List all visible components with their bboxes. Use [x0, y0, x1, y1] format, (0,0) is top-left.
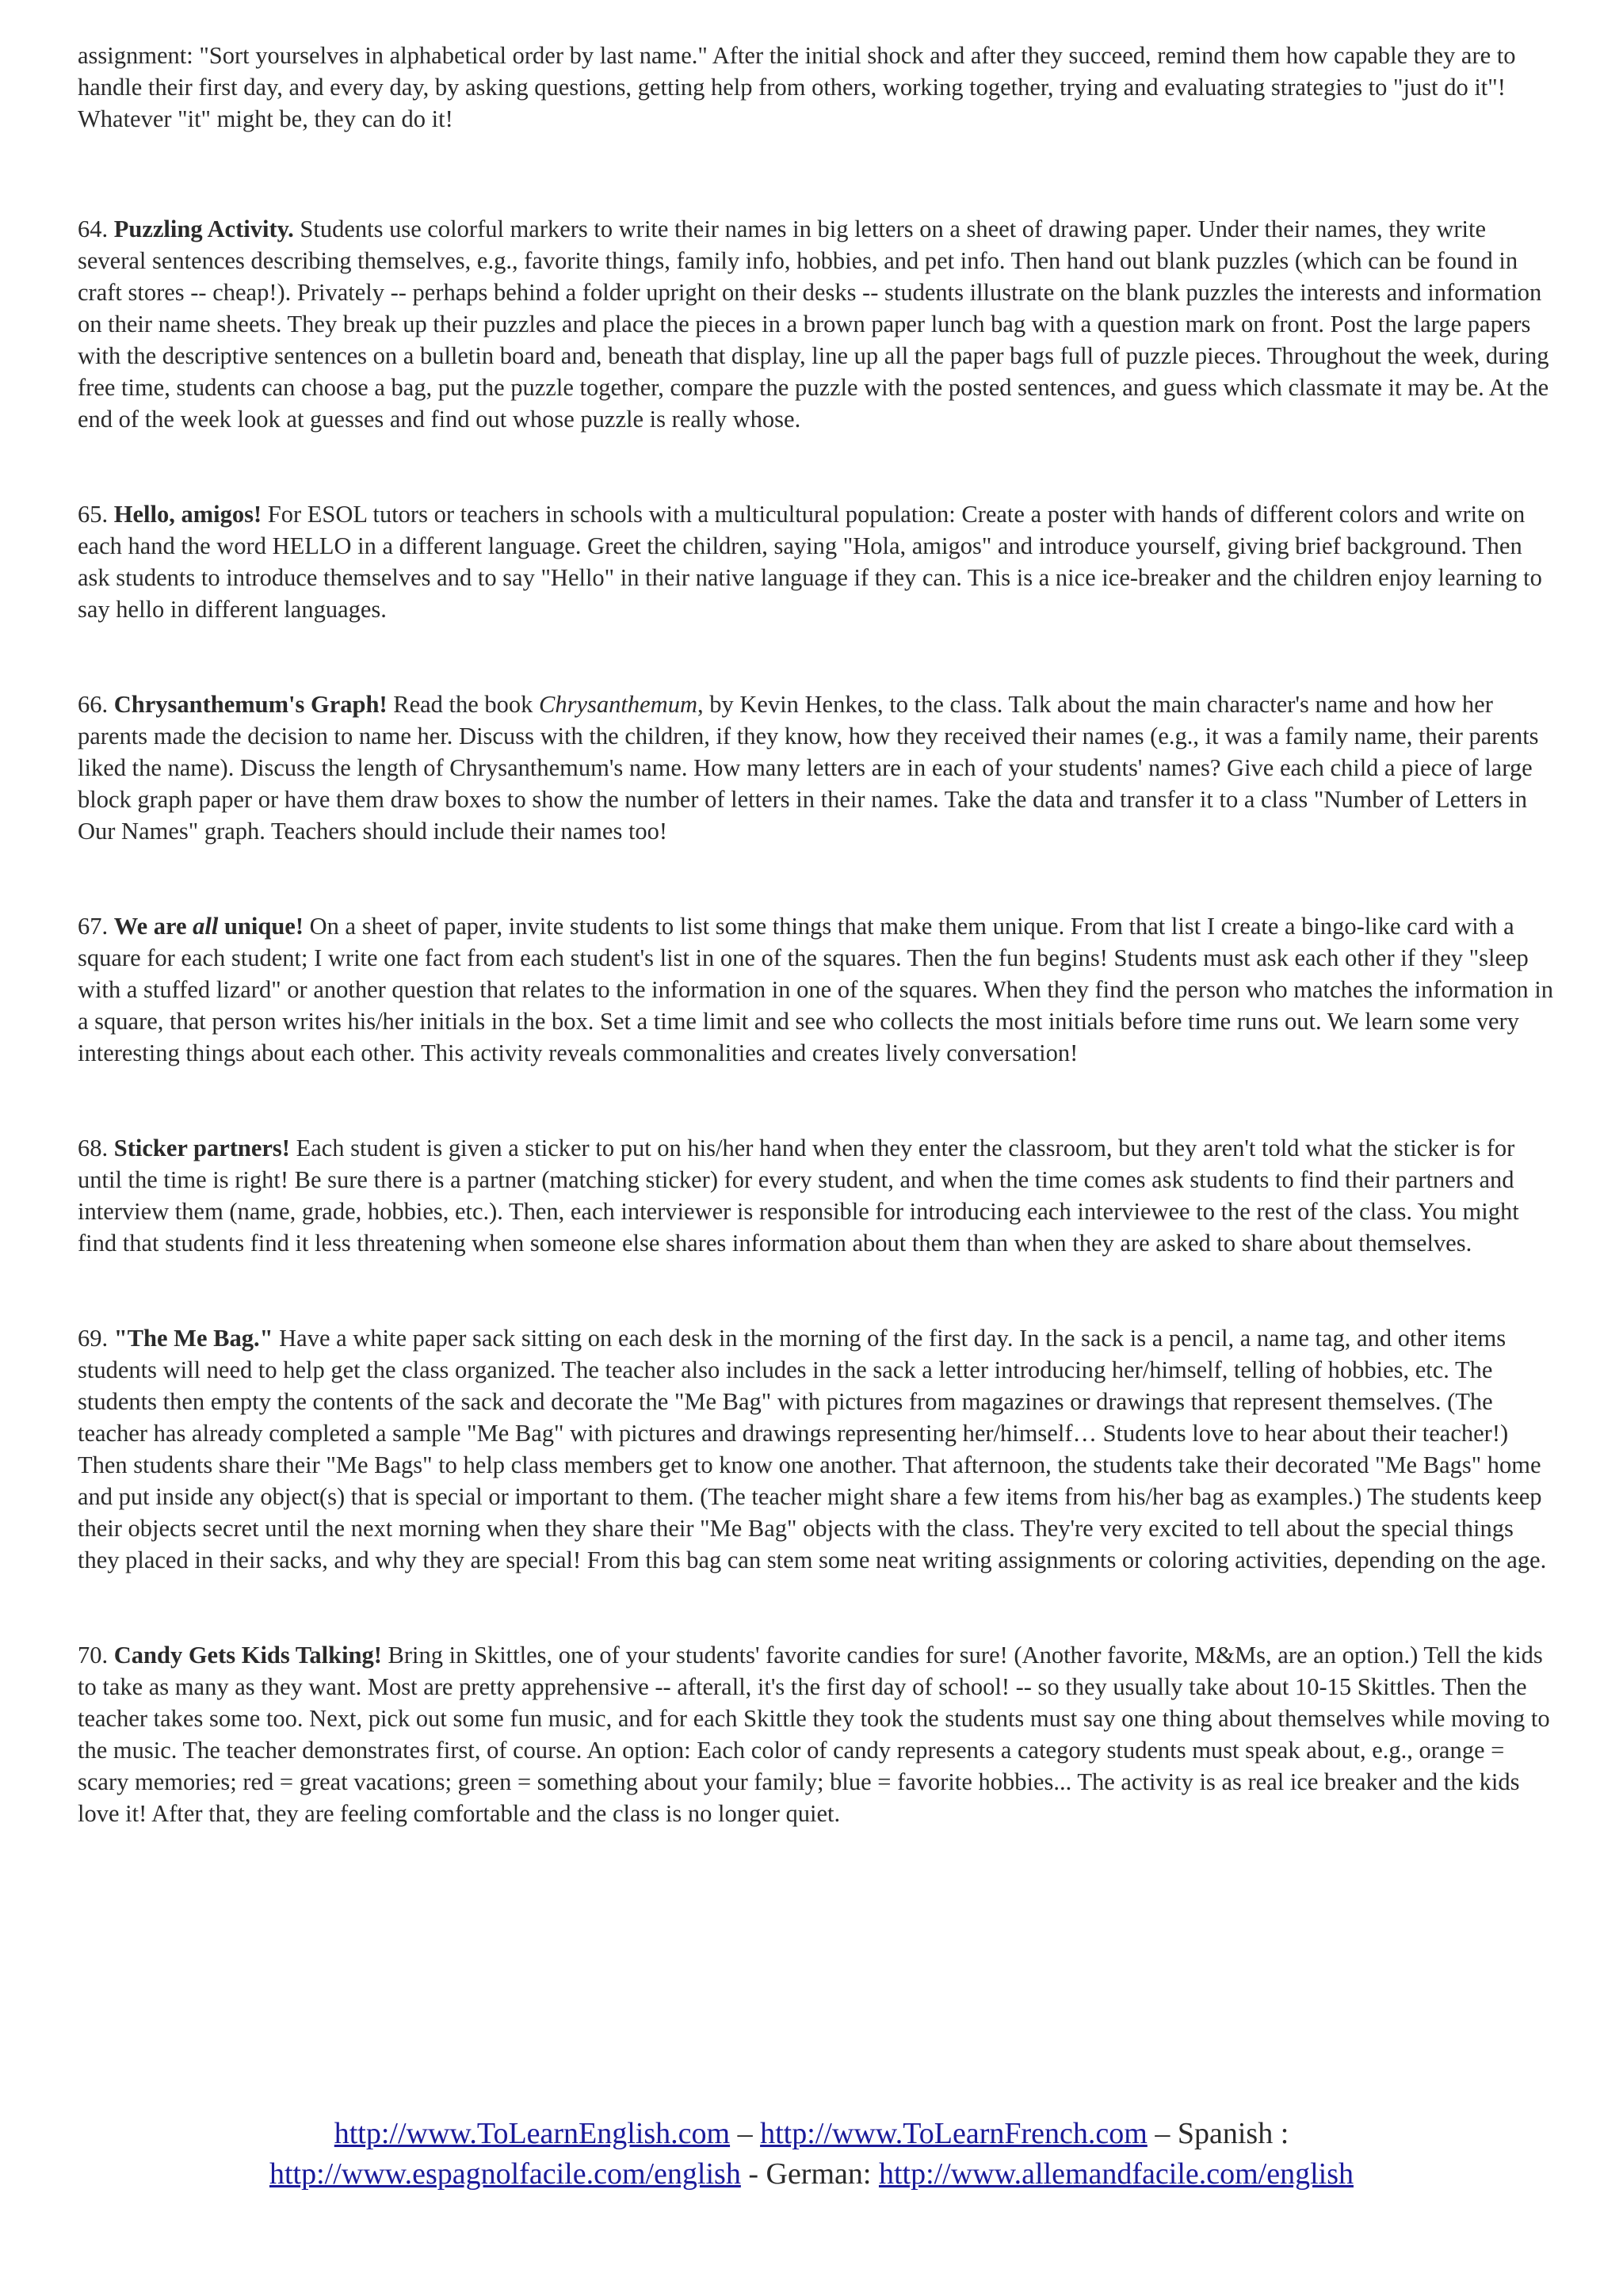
footer-separator: - German:: [740, 2157, 879, 2191]
item-number: 70.: [78, 1642, 109, 1669]
link-tolearnenglish[interactable]: http://www.ToLearnEnglish.com: [334, 2117, 731, 2150]
item-title: "The Me Bag.": [113, 1325, 273, 1352]
item-number: 65.: [78, 501, 109, 528]
activity-67: [78, 910, 1560, 1069]
link-allemandfacile[interactable]: http://www.allemandfacile.com/english: [878, 2157, 1354, 2191]
item-number: 66.: [78, 691, 109, 718]
item-title-emphasis: all: [193, 913, 219, 940]
intro-paragraph: assignment: "Sort yourselves in alphabetical order by last name." After the initial shock and after they succeed, remind them how capable they are to handle their first day, and every day, by asking questions, getting help from others, working together, trying and evaluating strategies to "just do it"! Whatever "it" might be, they can do it!: [78, 42, 1516, 132]
activity-70: [78, 1639, 1560, 1829]
footer-links: [0, 2114, 1623, 2195]
item-title: Chrysanthemum's Graph!: [113, 691, 388, 718]
activity-68: [78, 1132, 1560, 1259]
activity-65: [78, 498, 1560, 625]
activity-66: [78, 688, 1560, 847]
item-text: Students use colorful markers to write their names in big letters on a sheet of drawing paper. Under their names, they write several sentences describing themselves, e.g., favorite things, family info, hobbies, and pet info. Then hand out blank puzzles (which can be found in craft stores -- cheap!). Privately -- perhaps behind a folder upright on their desks -- students illustrate on the blank puzzles the interests and information on their name sheets. They break up their puzzles and place the pieces in a brown paper lunch bag with a question mark on front. Post the large papers with the descriptive sentences on a bulletin board and, beneath that display, line up all the paper bags full of puzzle pieces. Throughout the week, during free time, students can choose a bag, put the puzzle together, compare the puzzle with the posted sentences, and guess which classmate it may be. At the end of the week look at guesses and find out whose puzzle is really whose.: [78, 215, 1549, 433]
item-number: 67.: [78, 913, 109, 940]
footer-separator: – Spanish :: [1147, 2117, 1289, 2150]
item-title-c: unique!: [223, 913, 304, 940]
item-text: , by Kevin Henkes, to the class. Talk about the main character's name and how her parents made the decision to name her. Discuss with the children, if they know, how they received their names (e.g., it was a family name, their parents liked the name). Discuss the length of Chrysanthemum's name. How many letters are in each of your students' names? Give each child a piece of large block graph paper or have them draw boxes to show the number of letters in their names. Take the data and transfer it to a class "Number of Letters in Our Names" graph. Teachers should include their names too!: [78, 691, 1539, 845]
item-text: Have a white paper sack sitting on each desk in the morning of the first day. In the sack is a pencil, a name tag, and other items students will need to help get the class organized. The teacher also includes in the sack a letter introducing her/himself, telling of hobbies, etc. The students then empty the contents of the sack and decorate the "Me Bag" with pictures from magazines or drawings that represent themselves. (The teacher has already completed a sample "Me Bag" with pictures and drawings representing her/himself… Students love to hear about their teacher!) Then students share their "Me Bags" to help class members get to know one another. That afternoon, the students take their decorated "Me Bags" home and put inside any object(s) that is special or important to them. (The teacher might share a few items from his/her bag as examples.) The students keep their objects secret until the next morning when they share their "Me Bag" objects with the class. They're very excited to tell about the special things they placed in their sacks, and why they are special! From this bag can stem some neat writing assignments or coloring activities, depending on the age.: [78, 1325, 1547, 1573]
footer-line-1: [0, 2114, 1623, 2154]
document-body: [78, 40, 1560, 1893]
item-text-before: Read the book: [393, 691, 533, 718]
item-number: 68.: [78, 1135, 109, 1161]
link-espagnolfacile[interactable]: http://www.espagnolfacile.com/english: [269, 2157, 741, 2191]
item-title: Sticker partners!: [113, 1135, 290, 1161]
item-title: Puzzling Activity.: [113, 215, 294, 242]
item-text: Bring in Skittles, one of your students' favorite candies for sure! (Another favorite, M&Ms, are an option.) Tell the kids to take as many as they want. Most are pretty apprehensive -- afterall, it's the first day of school! -- so they usually take about 10-15 Skittles. Then the teacher takes some too. Next, pick out some fun music, and for each Skittle they took the students must say one thing about themselves while moving to the music. The teacher demonstrates first, of course. An option: Each color of candy represents a category students must speak about, e.g., orange = scary memories; red = great vacations; green = something about your family; blue = favorite hobbies... The activity is as real ice breaker and the kids love it! After that, they are feeling comfortable and the class is no longer quiet.: [78, 1642, 1550, 1827]
book-title: Chrysanthemum: [539, 691, 697, 718]
item-number: 64.: [78, 215, 109, 242]
item-title-a: We are: [113, 913, 187, 940]
footer-line-2: [0, 2154, 1623, 2195]
activity-64: [78, 213, 1560, 435]
item-text: Each student is given a sticker to put on his/her hand when they enter the classroom, but they aren't told what the sticker is for until the time is right! Be sure there is a partner (matching sticker) for every student, and when the time comes ask students to find their partners and interview them (name, grade, hobbies, etc.). Then, each interviewer is responsible for introducing each interviewee to the rest of the class. You might find that students find it less threatening when someone else shares information about them than when they are asked to share about themselves.: [78, 1135, 1519, 1257]
activity-69: [78, 1322, 1560, 1576]
item-title: Hello, amigos!: [113, 501, 262, 528]
item-text: On a sheet of paper, invite students to list some things that make them unique. From that list I create a bingo-like card with a square for each student; I write one fact from each student's list in one of the squares. Then the fun begins! Students must ask each other if they "sleep with a stuffed lizard" or another question that relates to the information in one of the squares. When they find the person who matches the information in a square, that person writes his/her initials in the box. Set a time limit and see who collects the most initials before time runs out. We learn some very interesting things about each other. This activity reveals commonalities and creates lively conversation!: [78, 913, 1554, 1066]
item-number: 69.: [78, 1325, 109, 1352]
link-tolearnfrench[interactable]: http://www.ToLearnFrench.com: [760, 2117, 1148, 2150]
item-title: Candy Gets Kids Talking!: [113, 1642, 382, 1669]
item-text: For ESOL tutors or teachers in schools with a multicultural population: Create a poster with hands of different colors and write on each hand the word HELLO in a different language. Greet the children, saying "Hola, amigos" and introduce yourself, giving brief background. Then ask students to introduce themselves and to say "Hello" in their native language if they can. This is a nice ice-breaker and the children enjoy learning to say hello in different languages.: [78, 501, 1542, 623]
footer-separator: –: [730, 2117, 761, 2150]
